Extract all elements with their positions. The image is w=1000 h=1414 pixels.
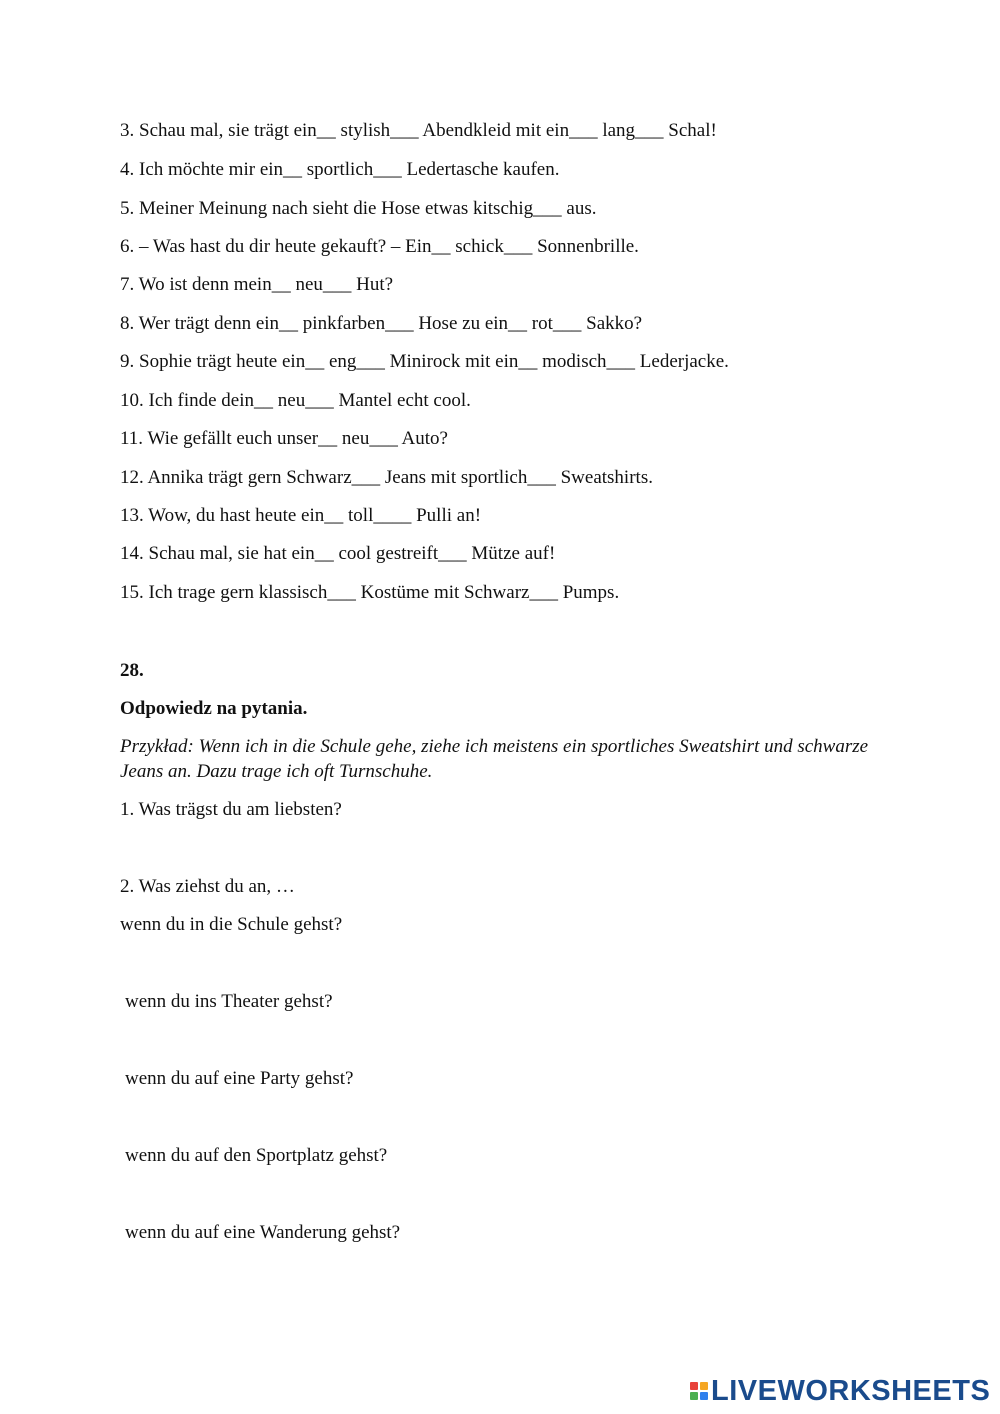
exercise-line-9: 9. Sophie trägt heute ein__ eng___ Minirock mit ein__ modisch___ Lederjacke. (120, 351, 729, 372)
liveworksheets-logo[interactable] (690, 1376, 990, 1406)
exercise-line-10: 10. Ich finde dein__ neu___ Mantel echt cool. (120, 390, 471, 411)
exercise-line-4: 4. Ich möchte mir ein__ sportlich___ Ledertasche kaufen. (120, 159, 560, 180)
sub-question-theater: wenn du ins Theater gehst? (125, 991, 333, 1012)
section-number: 28. (120, 660, 144, 681)
sub-question-school: wenn du in die Schule gehst? (120, 914, 343, 935)
exercise-line-14: 14. Schau mal, sie hat ein__ cool gestreift___ Mütze auf! (120, 543, 556, 564)
exercise-line-12: 12. Annika trägt gern Schwarz___ Jeans mit sportlich___ Sweatshirts. (120, 467, 653, 488)
exercise-line-15: 15. Ich trage gern klassisch___ Kostüme mit Schwarz___ Pumps. (120, 582, 620, 603)
example-text: Przykład: Wenn ich in die Schule gehe, ziehe ich meistens ein sportliches Sweatshirt und schwarze Jeans an. Dazu trage ich oft Turnschuhe. (120, 736, 869, 782)
liveworksheets-grid-icon (690, 1382, 708, 1400)
question-1: 1. Was trägst du am liebsten? (120, 799, 342, 820)
sub-question-wanderung: wenn du auf eine Wanderung gehst? (125, 1222, 401, 1243)
exercise-line-13: 13. Wow, du hast heute ein__ toll____ Pulli an! (120, 505, 482, 526)
exercise-line-11: 11. Wie gefällt euch unser__ neu___ Auto? (120, 428, 448, 449)
section-title: Odpowiedz na pytania. (120, 698, 308, 719)
exercise-line-5: 5. Meiner Meinung nach sieht die Hose etwas kitschig___ aus. (120, 198, 597, 219)
sub-question-sportplatz: wenn du auf den Sportplatz gehst? (125, 1145, 388, 1166)
exercise-line-8: 8. Wer trägt denn ein__ pinkfarben___ Hose zu ein__ rot___ Sakko? (120, 313, 643, 334)
question-2: 2. Was ziehst du an, … (120, 876, 295, 897)
exercise-line-7: 7. Wo ist denn mein__ neu___ Hut? (120, 274, 394, 295)
sub-question-party: wenn du auf eine Party gehst? (125, 1068, 354, 1089)
logo-text: LIVEWORKSHEETS (711, 1374, 991, 1407)
exercise-line-3: 3. Schau mal, sie trägt ein__ stylish___ Abendkleid mit ein___ lang___ Schal! (120, 120, 717, 141)
exercise-line-6: 6. – Was hast du dir heute gekauft? – Ein__ schick___ Sonnenbrille. (120, 236, 639, 257)
